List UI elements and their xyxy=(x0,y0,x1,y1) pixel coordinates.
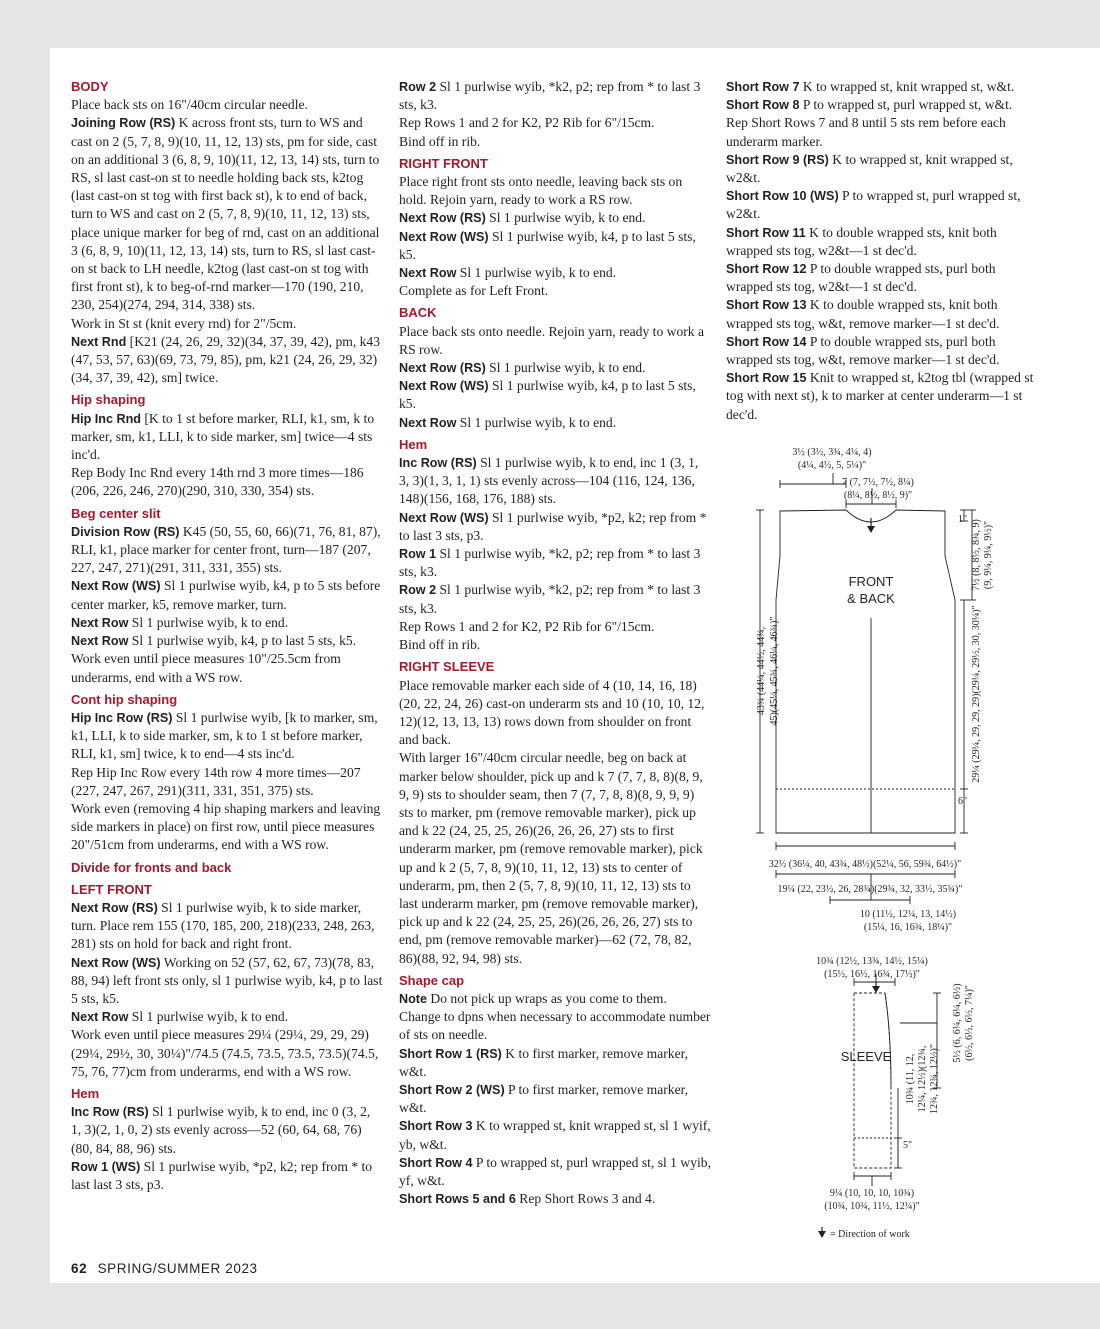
row-label: Next Row (WS) xyxy=(399,229,489,244)
row-label: Next Row (WS) xyxy=(71,579,161,594)
instruction-text: Working on 52 (57, 62, 67, 73)(78, 83, 88, 94) left front sts only, sl 1 purlwise wyib, k4, p to last 5 sts, k5. xyxy=(71,954,383,1006)
sleeve-direction-arrow-icon xyxy=(872,982,880,993)
dim-sleeve-bottom-1: 9¼ (10, 10, 10, 10¾) xyxy=(829,1188,915,1199)
instruction-text: Do not pick up wraps as you come to them. Change to dpns when necessary to accommodate number of sts on needle. xyxy=(399,990,711,1043)
instruction-text: Rep Short Rows 7 and 8 until 5 sts rem before each underarm marker. xyxy=(726,115,1006,149)
row-label: Next Row (RS) xyxy=(399,211,486,226)
issue-name: SPRING/SUMMER 2023 xyxy=(97,1261,258,1276)
instruction-text: K to double wrapped sts, knit both wrapped sts tog, w&t, remove marker—1 st dec'd. xyxy=(726,297,1000,331)
instruction-text: Rep Short Rows 3 and 4. xyxy=(515,1191,656,1207)
legend-text: = Direction of work xyxy=(830,1229,910,1240)
dim-length-1: 43¾ (44¼, 44½, 44¾, xyxy=(756,626,767,716)
row-label: Short Row 2 (WS) xyxy=(399,1082,505,1097)
instruction-text: Sl 1 purlwise wyib, *k2, p2; rep from * to last 3 sts, k3. xyxy=(399,546,701,580)
instruction-text: Knit to wrapped st, k2tog tbl (wrapped st tog with next st), k to marker at center underarm—1 st dec'd. xyxy=(726,370,1034,422)
instruction-text: Sl 1 purlwise wyib, k to end. xyxy=(128,614,289,630)
dim-cuff: 5" xyxy=(903,1140,913,1151)
row-label: Hip Inc Row (RS) xyxy=(71,710,173,725)
dim-chest-width: 19¼ (22, 23½, 26, 28¾)(29¾, 32, 33½, 35¾)" xyxy=(777,884,963,895)
section-heading: LEFT FRONT xyxy=(71,881,152,897)
row-label: Next Row xyxy=(71,615,129,630)
instruction-text: P to wrapped st, purl wrapped st, sl 1 wyib, yf, w&t. xyxy=(399,1154,711,1188)
row-label: Row 1 (WS) xyxy=(71,1159,141,1174)
instruction-text: P to double wrapped sts, purl both wrapped sts tog, w2&t—1 st dec'd. xyxy=(726,261,996,295)
front-back-label-2: & BACK xyxy=(847,591,895,606)
row-label: Row 2 xyxy=(399,80,437,94)
instruction-text: With larger 16"/40cm circular needle, beg on back at marker below shoulder, pick up and k 7 (7, 7, 8, 8)(8, 9, 9, 9) sts to shoulder seam, then 7 (7, 7, 8, 8)(8, 9, 9, 9) sts to marker, pm (remove removable marker), pick up and k 22 (24, 25, 25, 26)(26, 26, 26, 27) sts to first underarm marker, pm (remove removable marker), pick up and k 2 (5, 7, 8, 9)(10, 11, 12, 13) sts to center of underarm, pm, then 2 (5, 7, 8, 9)(10, 11, 12, 13) sts to last underarm marker, pm (remove removable marker), pick up and k 22 (24, 25, 25, 26)(26, 26, 26, 27) sts to end, pm (remove removable marker)—62 (72, 78, 82, 86)(88, 92, 94, 98) sts. xyxy=(399,750,703,966)
instruction-text: Sl 1 purlwise wyib, k4, p to last 5 sts, k5. xyxy=(399,228,696,262)
instruction-text: Sl 1 purlwise wyib, k to end. xyxy=(128,1009,289,1025)
instruction-text: Place back sts on 16"/40cm circular needle. xyxy=(71,97,308,113)
instruction-text: K to wrapped st, knit wrapped st, w2&t. xyxy=(726,151,1013,186)
section-heading: RIGHT SLEEVE xyxy=(399,659,495,675)
dim-armhole-1: 7½ (8, 8½, 8¾, 9) xyxy=(971,519,982,591)
section-heading: BACK xyxy=(399,305,437,321)
instruction-text: Sl 1 purlwise wyib, *k2, p2; rep from * to last 3 sts, k3. xyxy=(399,582,701,616)
dim-cap-1: 5½ (6, 6¼, 6¼, 6½) xyxy=(952,983,963,1063)
section-heading: Hem xyxy=(399,436,428,452)
direction-arrow-icon xyxy=(867,518,875,533)
instruction-text: P to wrapped st, purl wrapped st, w&t. xyxy=(799,97,1013,113)
dim-sleeve-top-1: 10¾ (12½, 13¾, 14½, 15¼) xyxy=(816,956,928,967)
instruction-text: Sl 1 purlwise wyib, k to end. xyxy=(485,210,646,226)
instruction-text: Sl 1 purlwise wyib, k to end. xyxy=(456,414,617,430)
row-label: Next Row (RS) xyxy=(71,900,158,915)
page-number: 62 xyxy=(71,1261,88,1276)
row-label: Inc Row (RS) xyxy=(71,1105,149,1120)
dim-armhole-width-2: (15¼, 16, 16¾, 18¼)" xyxy=(863,922,953,933)
instruction-text: Work in St st (knit every rnd) for 2"/5cm. xyxy=(71,315,297,331)
front-back-label-1: FRONT xyxy=(848,574,894,589)
row-label: Next Row (WS) xyxy=(399,510,489,525)
instruction-text: Bind off in rib. xyxy=(399,637,481,653)
instruction-text: Sl 1 purlwise wyib, k4, p to last 5 sts, k5. xyxy=(128,633,357,649)
row-label: Short Row 11 xyxy=(726,225,806,240)
body-outline xyxy=(776,510,955,833)
row-label: Division Row (RS) xyxy=(71,524,180,539)
row-label: Joining Row (RS) xyxy=(71,116,176,131)
instruction-text: Sl 1 purlwise wyib, k to end. xyxy=(485,360,646,376)
instruction-text: Sl 1 purlwise wyib, *p2, k2; rep from * to last 3 sts, p3. xyxy=(399,509,707,543)
instruction-text: Place back sts onto needle. Rejoin yarn, ready to work a RS row. xyxy=(399,323,705,357)
instruction-text: Bind off in rib. xyxy=(399,133,481,149)
row-label: Next Row xyxy=(71,634,129,649)
dim-sleeve-length-1: 10¾ (11, 12, xyxy=(905,1053,916,1105)
instruction-text: K across front sts, turn to WS and cast on 2 (5, 7, 8, 9)(10, 11, 12, 13) sts, pm for side, cast on an additional 3 (6, 8, 9, 10)(11, 12, 13, 14) sts, turn to RS, sl last cast-on st to needle holding back sts, k2tog (last cast-on st tog with first back st), k to end of back, turn to WS and cast on 2 (5, 7, 8, 9)(10, 11, 12, 13) sts, place unique marker for beg of rnd, cast on an additional 3 (6, 8, 9, 10)(11, 12, 13, 14) sts, turn to RS, sl last cast-on st back to LH needle, k2tog (last cast-on st tog with first front st), k to beg-of-rnd marker—170 (190, 210, 230, 254)(274, 294, 314, 338) sts. xyxy=(71,115,380,313)
instruction-text: P to wrapped st, purl wrapped st, w2&t. xyxy=(726,188,1021,222)
dim-length-2: 45)(45¼, 45¾, 46¼, 46¾)" xyxy=(769,616,780,726)
instruction-text: Complete as for Left Front. xyxy=(399,283,549,299)
section-heading: Cont hip shaping xyxy=(71,691,178,707)
row-label: Inc Row (RS) xyxy=(399,456,477,471)
row-label: Short Row 8 xyxy=(726,98,800,113)
dim-cap-2: (6½, 6½, 6½, 7¼)" xyxy=(964,985,975,1061)
dim-sleeve-length-3: 12¾, 12¾, 12½)" xyxy=(929,1044,940,1114)
row-label: Short Row 1 (RS) xyxy=(399,1046,502,1061)
dim-sleeve-bottom-2: (10¾, 10¾, 11½, 12¼)" xyxy=(824,1201,920,1212)
instruction-text: Rep Body Inc Rnd every 14th rnd 3 more times—186 (206, 226, 246, 270)(290, 310, 330, 354) sts. xyxy=(71,465,364,499)
row-label: Short Row 14 xyxy=(726,334,807,349)
row-label: Short Row 13 xyxy=(726,298,807,313)
row-label: Short Row 7 xyxy=(726,80,800,94)
dim-hem-width: 32½ (36¼, 40, 43¾, 48½)(52¼, 56, 59¾, 64½)" xyxy=(768,859,962,870)
dim-shoulder-drop: 1" xyxy=(958,514,968,525)
section-heading: Hip shaping xyxy=(71,392,146,408)
row-label: Short Row 3 xyxy=(399,1119,473,1134)
row-label: Short Row 9 (RS) xyxy=(726,152,829,167)
row-label: Note xyxy=(399,991,427,1006)
sleeve-outline xyxy=(854,993,891,1168)
row-label: Short Row 12 xyxy=(726,262,807,277)
instruction-text: P to first marker, remove marker, w&t. xyxy=(399,1081,689,1116)
instruction-text: Sl 1 purlwise wyib, k4, p to last 5 sts, k5. xyxy=(399,378,696,412)
instruction-text: K to double wrapped sts, knit both wrapped sts tog, w2&t—1 st dec'd. xyxy=(726,224,997,258)
instruction-text: Sl 1 purlwise wyib, *p2, k2; rep from * to last last 3 sts, p3. xyxy=(71,1158,373,1192)
instruction-text: K to wrapped st, knit wrapped st, w&t. xyxy=(799,79,1015,94)
instruction-text: Sl 1 purlwise wyib, *k2, p2; rep from * to last 3 sts, k3. xyxy=(399,79,701,113)
section-heading: Hem xyxy=(71,1085,100,1101)
row-label: Next Row (RS) xyxy=(399,361,486,376)
instruction-text: K to wrapped st, knit wrapped st, sl 1 wyif, yb, w&t. xyxy=(399,1118,711,1152)
dim-neck-2: (8¼, 8½, 8½, 9)" xyxy=(843,490,913,501)
instruction-text: Rep Rows 1 and 2 for K2, P2 Rib for 6"/15cm. xyxy=(399,115,655,131)
instruction-text: Rep Hip Inc Row every 14th row 4 more times—207 (227, 247, 267, 291)(311, 331, 351, 375) sts. xyxy=(71,764,361,798)
row-label: Short Row 15 xyxy=(726,371,807,386)
row-label: Short Row 10 (WS) xyxy=(726,189,839,204)
instruction-text: P to double wrapped sts, purl both wrapped sts tog, w&t, remove marker—1 st dec'd. xyxy=(726,333,1000,368)
dim-rib: 6" xyxy=(958,796,968,807)
instruction-text: Sl 1 purlwise wyib, k to end, inc 0 (3, 2, 1, 3)(2, 1, 0, 2) sts evenly across—52 (60, 64, 68, 76)(80, 84, 88, 96) sts. xyxy=(71,1104,371,1156)
instruction-text: Work even (removing 4 hip shaping markers and leaving side markers in place) on first row, until piece measures 20"/51cm from underarms, end with a WS row. xyxy=(71,800,381,853)
dim-side-length: 29¼ (29¼, 29, 29, 29)(29¼, 29½, 30, 30¼)" xyxy=(971,605,982,783)
row-label: Next Rnd xyxy=(71,334,127,349)
dim-neck-1: 7 (7, 7½, 7½, 8¼) xyxy=(842,477,914,488)
row-label: Hip Inc Rnd xyxy=(71,411,141,426)
body-schematic xyxy=(756,473,976,904)
instruction-text: Work even until piece measures 29¼ (29¼, 29, 29, 29)(29¼, 29½, 30, 30¼)"/74.5 (74.5, 73.5, 73.5, 73.5)(74.5, 75, 76, 77)cm from underarms, end with a WS row. xyxy=(71,1027,379,1079)
section-heading: Shape cap xyxy=(399,972,465,988)
instruction-text: Sl 1 purlwise wyib, k to side marker, turn. Place rem 155 (170, 185, 200, 218)(233, 248, 263, 281) sts on hold for back and right front. xyxy=(71,899,375,952)
instruction-text: Work even until piece measures 10"/25.5cm from underarms, end with a WS row. xyxy=(71,651,341,685)
instruction-text: Place removable marker each side of 4 (10, 14, 16, 18)(20, 22, 24, 26) cast-on underarm sts and 10 (10, 10, 12, 12)(12, 13, 13, 13) rows down from shoulder on front and back. xyxy=(399,677,705,748)
instruction-text: Sl 1 purlwise wyib, k4, p to 5 sts before center marker, k5, remove marker, turn. xyxy=(71,578,381,612)
instruction-text: K to first marker, remove marker, w&t. xyxy=(399,1045,688,1079)
row-label: Next Row (WS) xyxy=(71,955,161,970)
dim-sleeve-length-2: 12¼, 12½)(12¾, xyxy=(917,1045,928,1113)
instruction-text: K45 (50, 55, 60, 66)(71, 76, 81, 87), RLI, k1, place marker for center front, turn—187 (207, 227, 247, 271)(291, 311, 331, 355) sts. xyxy=(71,523,381,576)
row-label: Next Row xyxy=(71,1010,129,1025)
instruction-text: Rep Rows 1 and 2 for K2, P2 Rib for 6"/15cm. xyxy=(399,618,655,634)
row-label: Next Row xyxy=(399,266,457,281)
row-label: Short Row 4 xyxy=(399,1155,473,1170)
instruction-text: Place right front sts onto needle, leaving back sts on hold. Rejoin yarn, ready to work a RS row. xyxy=(399,174,683,208)
dim-sleeve-top-2: (15½, 16½, 16¾, 17½)" xyxy=(824,969,920,980)
dim-armhole-width-1: 10 (11½, 12¼, 13, 14½) xyxy=(859,909,957,920)
row-label: Next Row (WS) xyxy=(399,379,489,394)
dim-shoulder-2: (4¼, 4½, 5, 5¼)" xyxy=(797,460,867,471)
magazine-page xyxy=(50,48,1100,1283)
section-heading: Divide for fronts and back xyxy=(71,859,232,875)
instruction-text: [K21 (24, 26, 29, 32)(34, 37, 39, 42), pm, k43 (47, 53, 57, 63)(69, 73, 79, 85), pm, k21 (24, 26, 29, 32)(34, 37, 39, 42), sm] twice. xyxy=(71,333,381,386)
legend-arrow-icon xyxy=(818,1227,826,1238)
instruction-text: [K to 1 st before marker, RLI, k1, sm, k to marker, sm, k1, LLI, k to side marker, sm] twice—4 sts inc'd. xyxy=(71,410,375,463)
schematic-diagrams xyxy=(50,48,1100,1283)
row-label: Row 1 xyxy=(399,547,437,562)
dim-armhole-2: (9, 9¼, 9¼, 9½)" xyxy=(983,520,994,590)
section-heading: RIGHT FRONT xyxy=(399,155,488,171)
section-heading: BODY xyxy=(71,79,109,94)
instruction-text: Sl 1 purlwise wyib, k to end, inc 1 (3, 1, 3, 3)(1, 3, 1, 1) sts evenly across—104 (116, 124, 136, 148)(156, 168, 176, 188) sts. xyxy=(399,455,699,507)
section-heading: Beg center slit xyxy=(71,505,161,521)
instruction-text: Sl 1 purlwise wyib, k to end. xyxy=(456,265,617,281)
row-label: Next Row xyxy=(399,415,457,430)
row-label: Row 2 xyxy=(399,583,437,598)
sleeve-label: SLEEVE xyxy=(840,1049,892,1064)
page-footer xyxy=(71,1261,258,1276)
dim-shoulder-1: 3½ (3½, 3¾, 4¼, 4) xyxy=(792,447,872,458)
sleeve-cap-curve xyxy=(885,993,891,1088)
row-label: Short Rows 5 and 6 xyxy=(399,1192,516,1207)
instruction-text: Sl 1 purlwise wyib, [k to marker, sm, k1, LLI, k to side marker, sm, k to 1 st before marker, RLI, k1, sm] twice, k to end—4 sts inc'd. xyxy=(71,709,378,762)
